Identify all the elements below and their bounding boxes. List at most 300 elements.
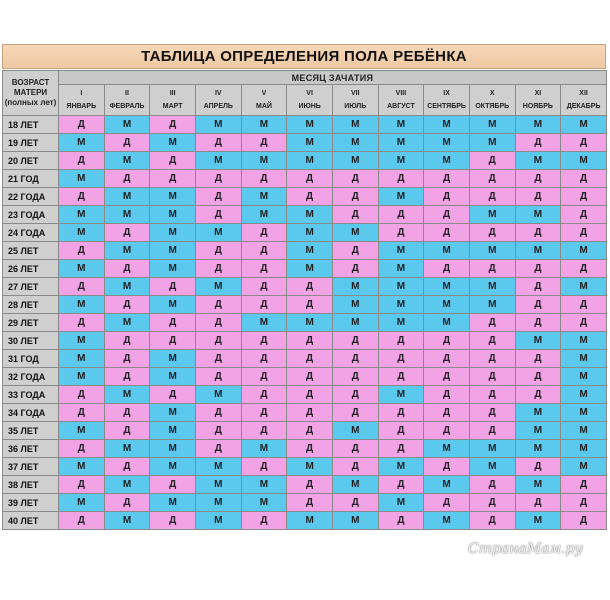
month-header-3 [150, 85, 196, 116]
boy-cell: М [378, 260, 424, 278]
boy-cell: М [195, 494, 241, 512]
boy-cell: М [378, 296, 424, 314]
girl-cell: Д [378, 368, 424, 386]
mother-age-cell: 30 ЛЕТ [3, 332, 59, 350]
boy-cell: М [424, 278, 470, 296]
mother-age-cell: 35 ЛЕТ [3, 422, 59, 440]
mother-age-cell: 37 ЛЕТ [3, 458, 59, 476]
girl-cell: Д [150, 386, 196, 404]
boy-cell: М [195, 512, 241, 530]
girl-cell: Д [195, 314, 241, 332]
girl-cell: Д [287, 350, 333, 368]
table-row [3, 116, 607, 134]
month-name: ОКТЯБРЬ [475, 103, 510, 110]
girl-cell: Д [469, 170, 515, 188]
table-row [3, 332, 607, 350]
girl-cell: Д [195, 422, 241, 440]
boy-cell: М [150, 440, 196, 458]
girl-cell: Д [424, 260, 470, 278]
month-roman-numeral: IV [214, 90, 222, 97]
boy-cell: М [150, 422, 196, 440]
mother-age-cell: 31 ГОД [3, 350, 59, 368]
boy-cell: М [150, 224, 196, 242]
boy-cell: М [378, 314, 424, 332]
table-row [3, 224, 607, 242]
girl-cell: Д [287, 494, 333, 512]
chart-title: ТАБЛИЦА ОПРЕДЕЛЕНИЯ ПОЛА РЕБЁНКА [2, 44, 606, 69]
girl-cell: Д [332, 242, 378, 260]
girl-cell: Д [59, 152, 105, 170]
boy-cell: М [561, 350, 607, 368]
table-row [3, 440, 607, 458]
mother-age-cell: 27 ЛЕТ [3, 278, 59, 296]
table-row [3, 260, 607, 278]
girl-cell: Д [424, 170, 470, 188]
boy-cell: М [332, 152, 378, 170]
month-name: МАЙ [255, 103, 272, 110]
girl-cell: Д [515, 350, 561, 368]
girl-cell: Д [241, 296, 287, 314]
boy-cell: М [241, 476, 287, 494]
girl-cell: Д [287, 422, 333, 440]
boy-cell: М [104, 206, 150, 224]
girl-cell: Д [424, 224, 470, 242]
boy-cell: М [424, 242, 470, 260]
boy-cell: М [561, 458, 607, 476]
girl-cell: Д [378, 440, 424, 458]
girl-cell: Д [241, 278, 287, 296]
table-row [3, 458, 607, 476]
boy-cell: М [59, 134, 105, 152]
table-row [3, 296, 607, 314]
boy-cell: М [561, 332, 607, 350]
boy-cell: М [104, 440, 150, 458]
girl-cell: Д [332, 350, 378, 368]
girl-cell: Д [195, 242, 241, 260]
mother-age-cell: 36 ЛЕТ [3, 440, 59, 458]
girl-cell: Д [469, 476, 515, 494]
boy-cell: М [104, 512, 150, 530]
boy-cell: М [561, 386, 607, 404]
girl-cell: Д [469, 224, 515, 242]
girl-cell: Д [515, 224, 561, 242]
girl-cell: Д [241, 512, 287, 530]
mother-age-cell: 33 ГОДА [3, 386, 59, 404]
girl-cell: Д [287, 404, 333, 422]
month-name: АПРЕЛЬ [203, 103, 233, 110]
boy-cell: М [59, 422, 105, 440]
girl-cell: Д [104, 458, 150, 476]
girl-cell: Д [150, 152, 196, 170]
boy-cell: М [515, 152, 561, 170]
boy-cell: М [241, 152, 287, 170]
girl-cell: Д [195, 404, 241, 422]
boy-cell: М [241, 494, 287, 512]
girl-cell: Д [104, 404, 150, 422]
boy-cell: М [195, 224, 241, 242]
boy-cell: М [332, 278, 378, 296]
table-row [3, 278, 607, 296]
girl-cell: Д [287, 296, 333, 314]
girl-cell: Д [469, 152, 515, 170]
boy-cell: М [150, 206, 196, 224]
boy-cell: М [378, 152, 424, 170]
boy-cell: М [469, 116, 515, 134]
girl-cell: Д [241, 134, 287, 152]
month-header-10 [469, 85, 515, 116]
girl-cell: Д [424, 458, 470, 476]
girl-cell: Д [287, 386, 333, 404]
boy-cell: М [59, 332, 105, 350]
mother-age-cell: 21 ГОД [3, 170, 59, 188]
mother-age-cell: 34 ГОДА [3, 404, 59, 422]
girl-cell: Д [561, 206, 607, 224]
month-header-11 [515, 85, 561, 116]
girl-cell: Д [150, 332, 196, 350]
girl-cell: Д [287, 278, 333, 296]
girl-cell: Д [287, 188, 333, 206]
girl-cell: Д [150, 476, 196, 494]
girl-cell: Д [287, 332, 333, 350]
boy-cell: М [561, 422, 607, 440]
boy-cell: М [424, 314, 470, 332]
girl-cell: Д [150, 314, 196, 332]
girl-cell: Д [515, 494, 561, 512]
girl-cell: Д [104, 494, 150, 512]
girl-cell: Д [469, 260, 515, 278]
mother-age-cell: 23 ГОДА [3, 206, 59, 224]
girl-cell: Д [104, 296, 150, 314]
boy-cell: М [515, 440, 561, 458]
girl-cell: Д [515, 260, 561, 278]
table-row [3, 314, 607, 332]
girl-cell: Д [424, 368, 470, 386]
sex-determination-chart [2, 44, 606, 557]
month-roman-numeral: VIII [395, 90, 407, 97]
table-row [3, 188, 607, 206]
table-row [3, 242, 607, 260]
boy-cell: М [332, 422, 378, 440]
table-row [3, 170, 607, 188]
month-header-12 [561, 85, 607, 116]
girl-cell: Д [241, 404, 287, 422]
girl-cell: Д [469, 332, 515, 350]
month-header-6 [287, 85, 333, 116]
boy-cell: М [287, 224, 333, 242]
girl-cell: Д [469, 350, 515, 368]
girl-cell: Д [469, 494, 515, 512]
girl-cell: Д [561, 188, 607, 206]
boy-cell: М [59, 206, 105, 224]
girl-cell: Д [515, 170, 561, 188]
boy-cell: М [59, 350, 105, 368]
boy-cell: М [424, 152, 470, 170]
boy-cell: М [150, 494, 196, 512]
table-row [3, 512, 607, 530]
boy-cell: М [241, 314, 287, 332]
boy-cell: М [378, 116, 424, 134]
girl-cell: Д [59, 512, 105, 530]
boy-cell: М [515, 512, 561, 530]
month-header-5 [241, 85, 287, 116]
girl-cell: Д [287, 170, 333, 188]
girl-cell: Д [195, 134, 241, 152]
girl-cell: Д [104, 332, 150, 350]
boy-cell: М [378, 458, 424, 476]
boy-cell: М [287, 116, 333, 134]
girl-cell: Д [424, 206, 470, 224]
month-name: СЕНТЯБРЬ [427, 103, 466, 110]
table-row [3, 494, 607, 512]
age-header-line-1: ВОЗРАСТ [11, 78, 50, 87]
girl-cell: Д [59, 188, 105, 206]
boy-cell: М [332, 224, 378, 242]
boy-cell: М [332, 512, 378, 530]
boy-cell: М [469, 134, 515, 152]
mother-age-cell: 40 ЛЕТ [3, 512, 59, 530]
girl-cell: Д [561, 476, 607, 494]
boy-cell: М [424, 296, 470, 314]
girl-cell: Д [561, 260, 607, 278]
boy-cell: М [515, 206, 561, 224]
mother-age-cell: 38 ЛЕТ [3, 476, 59, 494]
month-roman-numeral: VI [306, 90, 313, 97]
girl-cell: Д [378, 224, 424, 242]
girl-cell: Д [241, 242, 287, 260]
girl-cell: Д [104, 134, 150, 152]
girl-cell: Д [241, 260, 287, 278]
girl-cell: Д [332, 206, 378, 224]
girl-cell: Д [150, 116, 196, 134]
boy-cell: М [287, 134, 333, 152]
boy-cell: М [561, 152, 607, 170]
girl-cell: Д [59, 440, 105, 458]
boy-cell: М [332, 314, 378, 332]
boy-cell: М [469, 278, 515, 296]
girl-cell: Д [195, 188, 241, 206]
boy-cell: М [469, 440, 515, 458]
girl-cell: Д [424, 386, 470, 404]
month-name: ФЕВРАЛЬ [109, 103, 145, 110]
girl-cell: Д [104, 368, 150, 386]
boy-cell: М [150, 350, 196, 368]
girl-cell: Д [241, 170, 287, 188]
girl-cell: Д [59, 314, 105, 332]
girl-cell: Д [515, 278, 561, 296]
chart-body [3, 116, 607, 530]
girl-cell: Д [59, 116, 105, 134]
boy-cell: М [378, 242, 424, 260]
boy-cell: М [287, 314, 333, 332]
girl-cell: Д [241, 332, 287, 350]
month-name: ДЕКАБРЬ [566, 103, 601, 110]
girl-cell: Д [104, 260, 150, 278]
girl-cell: Д [469, 404, 515, 422]
girl-cell: Д [150, 512, 196, 530]
girl-cell: Д [104, 422, 150, 440]
girl-cell: Д [195, 206, 241, 224]
boy-cell: М [195, 458, 241, 476]
boy-cell: М [59, 458, 105, 476]
girl-cell: Д [469, 314, 515, 332]
girl-cell: Д [195, 170, 241, 188]
boy-cell: М [59, 170, 105, 188]
girl-cell: Д [424, 332, 470, 350]
table-row [3, 350, 607, 368]
boy-cell: М [104, 278, 150, 296]
girl-cell: Д [195, 350, 241, 368]
boy-cell: М [561, 368, 607, 386]
age-header-line-2: МАТЕРИ [13, 88, 48, 97]
boy-cell: М [469, 458, 515, 476]
boy-cell: М [195, 476, 241, 494]
boy-cell: М [195, 386, 241, 404]
month-header-9 [424, 85, 470, 116]
girl-cell: Д [59, 476, 105, 494]
month-roman-numeral: V [261, 90, 267, 97]
girl-cell: Д [287, 440, 333, 458]
month-name: ЯНВАРЬ [66, 103, 97, 110]
boy-cell: М [424, 476, 470, 494]
month-header-7 [332, 85, 378, 116]
girl-cell: Д [378, 350, 424, 368]
boy-cell: М [104, 152, 150, 170]
girl-cell: Д [515, 368, 561, 386]
table-row [3, 134, 607, 152]
girl-cell: Д [561, 512, 607, 530]
girl-cell: Д [332, 368, 378, 386]
girl-cell: Д [378, 404, 424, 422]
boy-cell: М [150, 242, 196, 260]
boy-cell: М [195, 116, 241, 134]
boy-cell: М [241, 188, 287, 206]
girl-cell: Д [150, 170, 196, 188]
boy-cell: М [378, 494, 424, 512]
girl-cell: Д [424, 422, 470, 440]
boy-cell: М [150, 458, 196, 476]
boy-cell: М [287, 152, 333, 170]
boy-cell: М [424, 116, 470, 134]
month-header-1 [59, 85, 105, 116]
month-header-8 [378, 85, 424, 116]
boy-cell: М [332, 134, 378, 152]
boy-cell: М [287, 242, 333, 260]
month-name: АВГУСТ [387, 103, 415, 110]
girl-cell: Д [332, 458, 378, 476]
girl-cell: Д [424, 350, 470, 368]
watermark-logo: СтранаМам.ру [468, 541, 583, 557]
month-roman-numeral: II [125, 90, 129, 97]
girl-cell: Д [241, 350, 287, 368]
mother-age-cell: 32 ГОДА [3, 368, 59, 386]
girl-cell: Д [515, 458, 561, 476]
boy-cell: М [104, 242, 150, 260]
boy-cell: М [104, 188, 150, 206]
boy-cell: М [469, 206, 515, 224]
girl-cell: Д [378, 476, 424, 494]
mother-age-cell: 26 ЛЕТ [3, 260, 59, 278]
mother-age-cell: 29 ЛЕТ [3, 314, 59, 332]
girl-cell: Д [378, 422, 424, 440]
boy-cell: М [104, 116, 150, 134]
table-row [3, 386, 607, 404]
girl-cell: Д [241, 224, 287, 242]
boy-cell: М [195, 278, 241, 296]
boy-cell: М [424, 134, 470, 152]
girl-cell: Д [561, 224, 607, 242]
girl-cell: Д [195, 440, 241, 458]
mother-age-cell: 19 ЛЕТ [3, 134, 59, 152]
month-roman-numeral: I [80, 90, 83, 97]
girl-cell: Д [241, 422, 287, 440]
boy-cell: М [150, 404, 196, 422]
girl-cell: Д [515, 296, 561, 314]
girl-cell: Д [332, 386, 378, 404]
boy-cell: М [561, 278, 607, 296]
girl-cell: Д [378, 512, 424, 530]
girl-cell: Д [104, 350, 150, 368]
girl-cell: Д [561, 296, 607, 314]
girl-cell: Д [195, 368, 241, 386]
month-roman-numeral: XII [579, 90, 588, 97]
chart-table [2, 70, 607, 530]
mother-age-cell: 25 ЛЕТ [3, 242, 59, 260]
boy-cell: М [332, 476, 378, 494]
age-header-line-3: (полных лет) [4, 98, 57, 107]
boy-cell: М [469, 296, 515, 314]
girl-cell: Д [424, 494, 470, 512]
girl-cell: Д [150, 278, 196, 296]
month-header-4 [195, 85, 241, 116]
girl-cell: Д [378, 170, 424, 188]
table-row [3, 368, 607, 386]
girl-cell: Д [515, 188, 561, 206]
girl-cell: Д [287, 476, 333, 494]
girl-cell: Д [332, 404, 378, 422]
girl-cell: Д [561, 134, 607, 152]
boy-cell: М [378, 188, 424, 206]
mother-age-cell: 24 ГОДА [3, 224, 59, 242]
boy-cell: М [150, 296, 196, 314]
mother-age-cell: 22 ГОДА [3, 188, 59, 206]
girl-cell: Д [241, 458, 287, 476]
month-name: ИЮНЬ [298, 103, 321, 110]
month-name: МАРТ [162, 103, 183, 110]
boy-cell: М [59, 494, 105, 512]
boy-cell: М [378, 278, 424, 296]
girl-cell: Д [424, 188, 470, 206]
girl-cell: Д [332, 494, 378, 512]
boy-cell: М [561, 242, 607, 260]
month-group-header: МЕСЯЦ ЗАЧАТИЯ [59, 71, 607, 85]
table-row [3, 152, 607, 170]
month-roman-numeral: XI [534, 90, 542, 97]
boy-cell: М [287, 458, 333, 476]
girl-cell: Д [195, 296, 241, 314]
girl-cell: Д [195, 260, 241, 278]
boy-cell: М [424, 440, 470, 458]
boy-cell: М [332, 296, 378, 314]
boy-cell: М [515, 116, 561, 134]
girl-cell: Д [561, 494, 607, 512]
boy-cell: М [59, 260, 105, 278]
boy-cell: М [104, 476, 150, 494]
boy-cell: М [104, 386, 150, 404]
boy-cell: М [59, 224, 105, 242]
girl-cell: Д [241, 368, 287, 386]
boy-cell: М [59, 296, 105, 314]
boy-cell: М [332, 116, 378, 134]
